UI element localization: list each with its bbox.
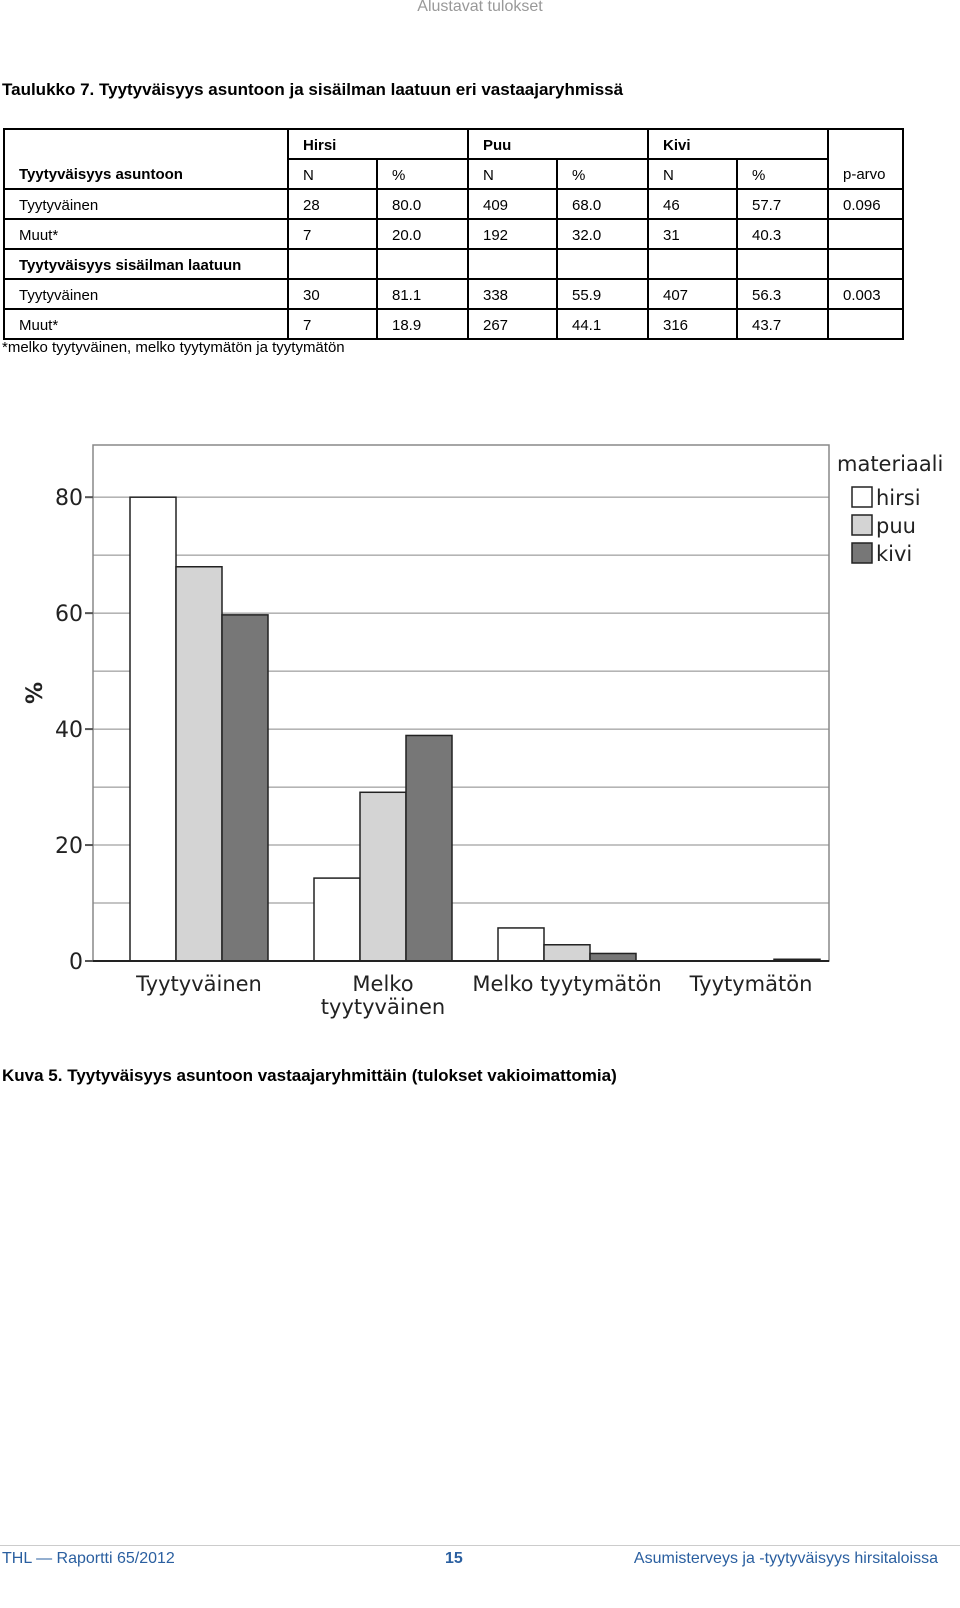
empty-cell bbox=[4, 129, 288, 159]
running-header: Alustavat tulokset bbox=[417, 0, 543, 15]
legend-label-kivi: kivi bbox=[876, 542, 913, 566]
group-hirsi: Hirsi bbox=[288, 129, 468, 159]
table-cell: 267 bbox=[468, 309, 557, 339]
legend-label-puu: puu bbox=[876, 514, 916, 538]
row-label: Tyytyväinen bbox=[4, 279, 288, 309]
col-header: N bbox=[288, 159, 377, 189]
table-cell: 7 bbox=[288, 309, 377, 339]
group-header-row bbox=[4, 129, 903, 159]
table-cell: 57.7 bbox=[737, 189, 828, 219]
empty-cell bbox=[377, 249, 468, 279]
bar-chart bbox=[0, 430, 960, 1030]
legend-title: materiaali bbox=[837, 452, 944, 476]
bar-puu bbox=[544, 945, 590, 961]
table-cell: 40.3 bbox=[737, 219, 828, 249]
x-tick-label: tyytyväinen bbox=[320, 995, 446, 1019]
empty-cell bbox=[828, 129, 903, 159]
col-header: % bbox=[557, 159, 648, 189]
bar-puu bbox=[176, 567, 222, 961]
table-cell: 192 bbox=[468, 219, 557, 249]
table-cell: 316 bbox=[648, 309, 737, 339]
bar-kivi bbox=[222, 615, 268, 961]
p-value bbox=[828, 219, 903, 249]
row-label: Muut* bbox=[4, 309, 288, 339]
x-tick-label: Tyytymätön bbox=[689, 972, 813, 996]
table-footnote: *melko tyytyväinen, melko tyytymätön ja tyytymätön bbox=[2, 339, 345, 356]
table-row bbox=[4, 279, 903, 309]
bar-hirsi bbox=[130, 497, 176, 961]
page-footer bbox=[0, 1545, 960, 1567]
x-tick-label: Melko bbox=[352, 972, 414, 996]
table-cell: 32.0 bbox=[557, 219, 648, 249]
y-tick-label: 80 bbox=[55, 486, 83, 512]
empty-cell bbox=[828, 249, 903, 279]
table-cell: 46 bbox=[648, 189, 737, 219]
table-row bbox=[4, 219, 903, 249]
y-axis-label: % bbox=[23, 681, 48, 705]
table-cell: 30 bbox=[288, 279, 377, 309]
table-cell: 31 bbox=[648, 219, 737, 249]
x-tick-label: Tyytyväinen bbox=[136, 972, 262, 996]
p-value: 0.003 bbox=[828, 279, 903, 309]
empty-cell bbox=[737, 249, 828, 279]
figure-caption: Kuva 5. Tyytyväisyys asuntoon vastaajaryhmittäin (tulokset vakioimattomia) bbox=[2, 1066, 617, 1085]
y-tick-label: 60 bbox=[55, 602, 83, 628]
row-label: Tyytyväinen bbox=[4, 189, 288, 219]
bar-puu bbox=[360, 792, 406, 961]
table-cell: 28 bbox=[288, 189, 377, 219]
bar-kivi bbox=[406, 735, 452, 961]
col-header: % bbox=[737, 159, 828, 189]
table-cell: 20.0 bbox=[377, 219, 468, 249]
results-table bbox=[3, 128, 904, 340]
legend-label-hirsi: hirsi bbox=[876, 486, 921, 510]
y-tick-label: 0 bbox=[69, 950, 83, 975]
group-kivi: Kivi bbox=[648, 129, 828, 159]
table-cell: 407 bbox=[648, 279, 737, 309]
bar-kivi bbox=[590, 953, 636, 961]
legend-swatch-kivi bbox=[852, 543, 872, 563]
col-header: % bbox=[377, 159, 468, 189]
table-cell: 55.9 bbox=[557, 279, 648, 309]
empty-cell bbox=[648, 249, 737, 279]
bar-hirsi bbox=[314, 878, 360, 961]
x-tick-label: Melko tyytymätön bbox=[472, 972, 662, 996]
group-puu: Puu bbox=[468, 129, 648, 159]
legend-swatch-puu bbox=[852, 515, 872, 535]
p-value: 0.096 bbox=[828, 189, 903, 219]
table-title: Taulukko 7. Tyytyväisyys asuntoon ja sisäilman laatuun eri vastaajaryhmissä bbox=[2, 80, 624, 99]
table-cell: 409 bbox=[468, 189, 557, 219]
y-tick-label: 40 bbox=[55, 718, 83, 744]
legend-swatch-hirsi bbox=[852, 487, 872, 507]
table-cell: 338 bbox=[468, 279, 557, 309]
table-cell: 43.7 bbox=[737, 309, 828, 339]
section-label: Tyytyväisyys asuntoon bbox=[4, 159, 288, 189]
section-row bbox=[4, 249, 903, 279]
footer-report: THL — Raportti 65/2012 bbox=[2, 1550, 175, 1567]
table-cell: 7 bbox=[288, 219, 377, 249]
table-row bbox=[4, 309, 903, 339]
y-tick-label: 20 bbox=[55, 834, 83, 860]
col-header: p-arvo bbox=[828, 159, 903, 189]
table-cell: 56.3 bbox=[737, 279, 828, 309]
column-header-row bbox=[4, 159, 903, 189]
footer-title: Asumisterveys ja -tyytyväisyys hirsitaloissa bbox=[633, 1550, 938, 1567]
page-number: 15 bbox=[445, 1550, 463, 1567]
table-row bbox=[4, 189, 903, 219]
section-label: Tyytyväisyys sisäilman laatuun bbox=[4, 249, 288, 279]
empty-cell bbox=[288, 249, 377, 279]
row-label: Muut* bbox=[4, 219, 288, 249]
p-value bbox=[828, 309, 903, 339]
table-cell: 18.9 bbox=[377, 309, 468, 339]
bar-hirsi bbox=[498, 928, 544, 961]
table-cell: 80.0 bbox=[377, 189, 468, 219]
table-cell: 81.1 bbox=[377, 279, 468, 309]
col-header: N bbox=[468, 159, 557, 189]
empty-cell bbox=[468, 249, 557, 279]
empty-cell bbox=[557, 249, 648, 279]
table-cell: 68.0 bbox=[557, 189, 648, 219]
table-cell: 44.1 bbox=[557, 309, 648, 339]
col-header: N bbox=[648, 159, 737, 189]
